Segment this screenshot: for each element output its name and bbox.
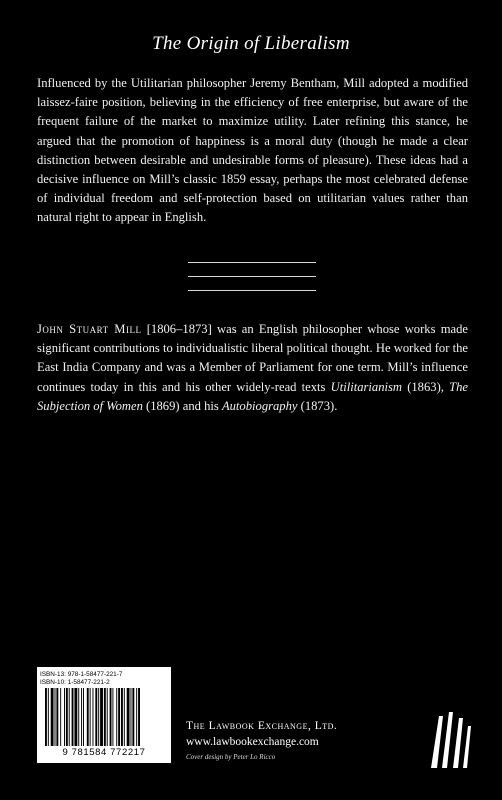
barcode-bar xyxy=(56,688,58,746)
barcode-bar xyxy=(51,688,54,746)
author-name: John Stuart Mill xyxy=(37,322,142,336)
barcode-bar xyxy=(74,688,77,746)
barcode-bar xyxy=(81,688,82,746)
barcode-bar xyxy=(78,688,79,746)
bio-text: (1863), xyxy=(402,379,450,394)
barcode-bar xyxy=(100,688,103,746)
barcode-bar xyxy=(110,688,112,746)
bio-text: (1873). xyxy=(297,398,338,413)
barcode-bar xyxy=(138,688,140,746)
barcode-bar xyxy=(112,688,113,746)
barcode-bar xyxy=(124,688,125,746)
barcode-bar xyxy=(66,688,68,746)
barcode-bar xyxy=(121,688,123,746)
barcode-label xyxy=(37,667,171,763)
publisher-name: The Lawbook Exchange, Ltd. xyxy=(186,720,338,732)
isbn10: ISBN-10: 1-58477-221-2 xyxy=(40,679,110,686)
barcode-digits: 9 781584 772217 xyxy=(62,747,146,758)
barcode-bar xyxy=(60,688,61,746)
barcode-bar xyxy=(127,688,130,746)
publisher-url: www.lawbookexchange.com xyxy=(186,736,319,748)
barcode-bar xyxy=(90,688,91,746)
bio-text: [1806–1873] was an English philosopher whose works made significant contributions to individualistic liberal political thought. He worked for the East India Company and was a Member of Parliament for one term. Mill’s influence continues today in this and his other widely-read texts xyxy=(37,322,468,394)
barcode-bar xyxy=(118,688,120,746)
barcode-bar xyxy=(45,688,47,746)
work-title: Autobiography xyxy=(221,398,298,413)
book-title: The Origin of Liberalism xyxy=(152,33,350,54)
divider-rule xyxy=(188,262,316,263)
barcode-bar xyxy=(48,688,49,746)
barcode-bar xyxy=(93,688,94,746)
isbn13: ISBN-13: 978-1-58477-221-7 xyxy=(40,671,123,678)
barcode-bar xyxy=(104,688,106,746)
barcode-bar xyxy=(131,688,132,746)
barcode-bar xyxy=(107,688,108,746)
barcode-bar xyxy=(136,688,137,746)
barcode-bar xyxy=(72,688,74,746)
author-bio xyxy=(37,320,468,416)
barcode-bar xyxy=(98,688,99,746)
barcode-bar xyxy=(64,688,65,746)
bio-text: (1869) and his xyxy=(142,398,222,413)
work-title: The Subjection of Women xyxy=(37,379,468,413)
barcode-bar xyxy=(69,688,70,746)
cover-credit: Cover design by Peter Lo Ricco xyxy=(186,753,276,761)
work-title: Utilitarianism xyxy=(330,379,402,394)
barcode-bar xyxy=(83,688,84,746)
barcode-bar xyxy=(132,688,134,746)
barcode-bar xyxy=(55,688,56,746)
barcode-bar xyxy=(95,688,97,746)
description-paragraph: Influenced by the Utilitarian philosopher Jeremy Bentham, Mill adopted a modified laissez-faire position, believing in the efficiency of free enterprise, but aware of the frequent failure of the market to maximize utility. Later refining this stance, he argued that the promotion of happiness is a moral duty (though he made a clear distinction between desirable and undesirable forms of pleasure). These ideas had a decisive influence on Mill’s classic 1859 essay, perhaps the most celebrated defense of individual freedom and self-protection based on utilitarian values rather than natural right to appear in English. xyxy=(37,76,468,225)
barcode-bar xyxy=(116,688,117,746)
barcode-bar xyxy=(87,688,89,746)
divider-rule xyxy=(188,276,316,277)
divider-rule xyxy=(188,290,316,291)
barcode-bars xyxy=(43,688,165,746)
publisher-logo-icon xyxy=(428,712,472,768)
